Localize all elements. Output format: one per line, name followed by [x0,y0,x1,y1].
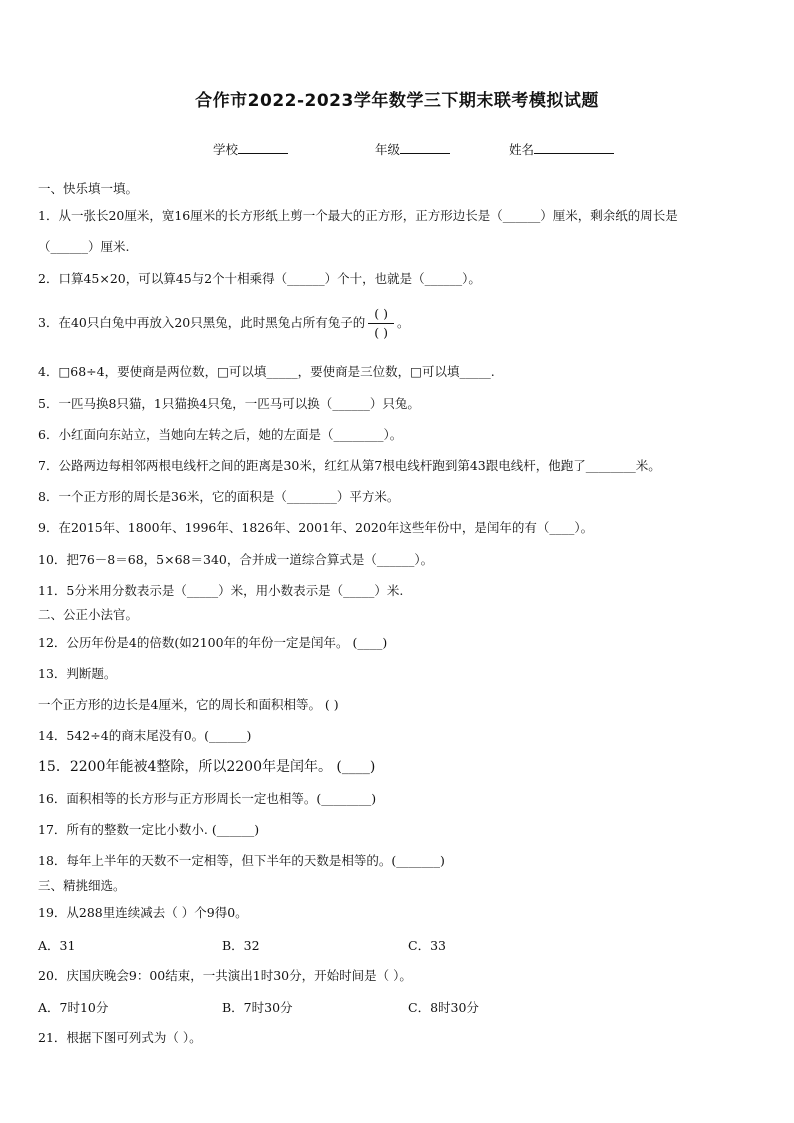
question-18: 18．每年上半年的天数不一定相等，但下半年的天数是相等的。(_______) [38,853,445,868]
question-3-end: 。 [397,315,410,330]
question-15: 15．2200年能被4整除，所以2200年是闰年。 (____) [38,759,376,775]
q20-option-b[interactable]: B．7时30分 [222,1000,293,1015]
q20-option-a[interactable]: A．7时10分 [38,1000,109,1015]
question-1-cont: （______）厘米. [38,239,130,254]
school-blank[interactable] [238,141,288,154]
exam-title: 合作市2022-2023学年数学三下期末联考模拟试题 [195,91,599,111]
question-3 [38,302,764,344]
name-label: 姓名 [509,142,535,157]
section-heading-2: 二、公正小法官。 [38,607,139,622]
grade-blank[interactable] [400,141,450,154]
question-17: 17．所有的整数一定比小数小. (______) [38,822,260,837]
question-6: 6．小红面向东站立，当她向左转之后，她的左面是（________）。 [38,427,403,442]
question-9: 9．在2015年、1800年、1996年、1826年、2001年、2020年这些年份中，是闰年的有（____）。 [38,520,594,535]
question-13: 13．判断题。 [38,666,117,681]
name-blank[interactable] [534,141,614,154]
grade-field [375,140,450,158]
question-20: 20．庆国庆晚会9：00结束，一共演出1时30分，开始时间是（ ）。 [38,968,412,983]
question-8: 8．一个正方形的周长是36米，它的面积是（________）平方米。 [38,489,400,504]
question-21: 21．根据下图可列式为（ ）。 [38,1030,202,1045]
q20-option-c[interactable]: C．8时30分 [408,1000,479,1015]
question-3-text: 3．在40只白兔中再放入20只黑兔，此时黑兔占所有兔子的 [38,315,366,330]
question-14: 14．542÷4的商末尾没有0。(______) [38,728,252,743]
question-11: 11．5分米用分数表示是（_____）米，用小数表示是（_____）米. [38,583,404,598]
school-label: 学校 [213,142,239,157]
q19-option-a[interactable]: A．31 [38,938,76,953]
question-19: 19．从288里连续减去（ ）个9得0。 [38,905,248,920]
section-heading-3: 三、精挑细选。 [38,878,126,893]
question-7: 7．公路两边每相邻两根电线杆之间的距离是30米，红红从第7根电线杆跑到第43跟电线杆，他跑了________米。 [38,458,661,473]
name-field [509,140,614,158]
question-4: 4．□68÷4，要使商是两位数，□可以填_____，要使商是三位数，□可以填_____. [38,364,495,379]
school-field [213,140,288,158]
question-12: 12．公历年份是4的倍数(如2100年的年份一定是闰年。 (____) [38,635,388,650]
question-1: 1．从一张长20厘米，宽16厘米的长方形纸上剪一个最大的正方形，正方形边长是（______）厘米，剩余纸的周长是 [38,208,678,223]
grade-label: 年级 [375,142,401,157]
question-10: 10．把76－8＝68，5×68＝340，合并成一道综合算式是（______）。 [38,552,434,567]
question-16: 16．面积相等的长方形与正方形周长一定也相等。(________) [38,791,377,806]
section-heading-1: 一、快乐填一填。 [38,181,139,196]
fraction-bar [368,323,394,324]
question-5: 5．一匹马换8只猫，1只猫换4只兔，一匹马可以换（______）只兔。 [38,396,420,411]
fraction-answer [368,306,394,341]
fraction-numerator: ( ) [374,306,388,321]
question-13-statement: 一个正方形的边长是4厘米，它的周长和面积相等。 ( ) [38,697,339,712]
q19-option-b[interactable]: B．32 [222,938,260,953]
fraction-denominator: ( ) [374,325,388,340]
q19-option-c[interactable]: C．33 [408,938,446,953]
question-2: 2．口算45×20，可以算45与2个十相乘得（______）个十，也就是（______）。 [38,271,481,286]
